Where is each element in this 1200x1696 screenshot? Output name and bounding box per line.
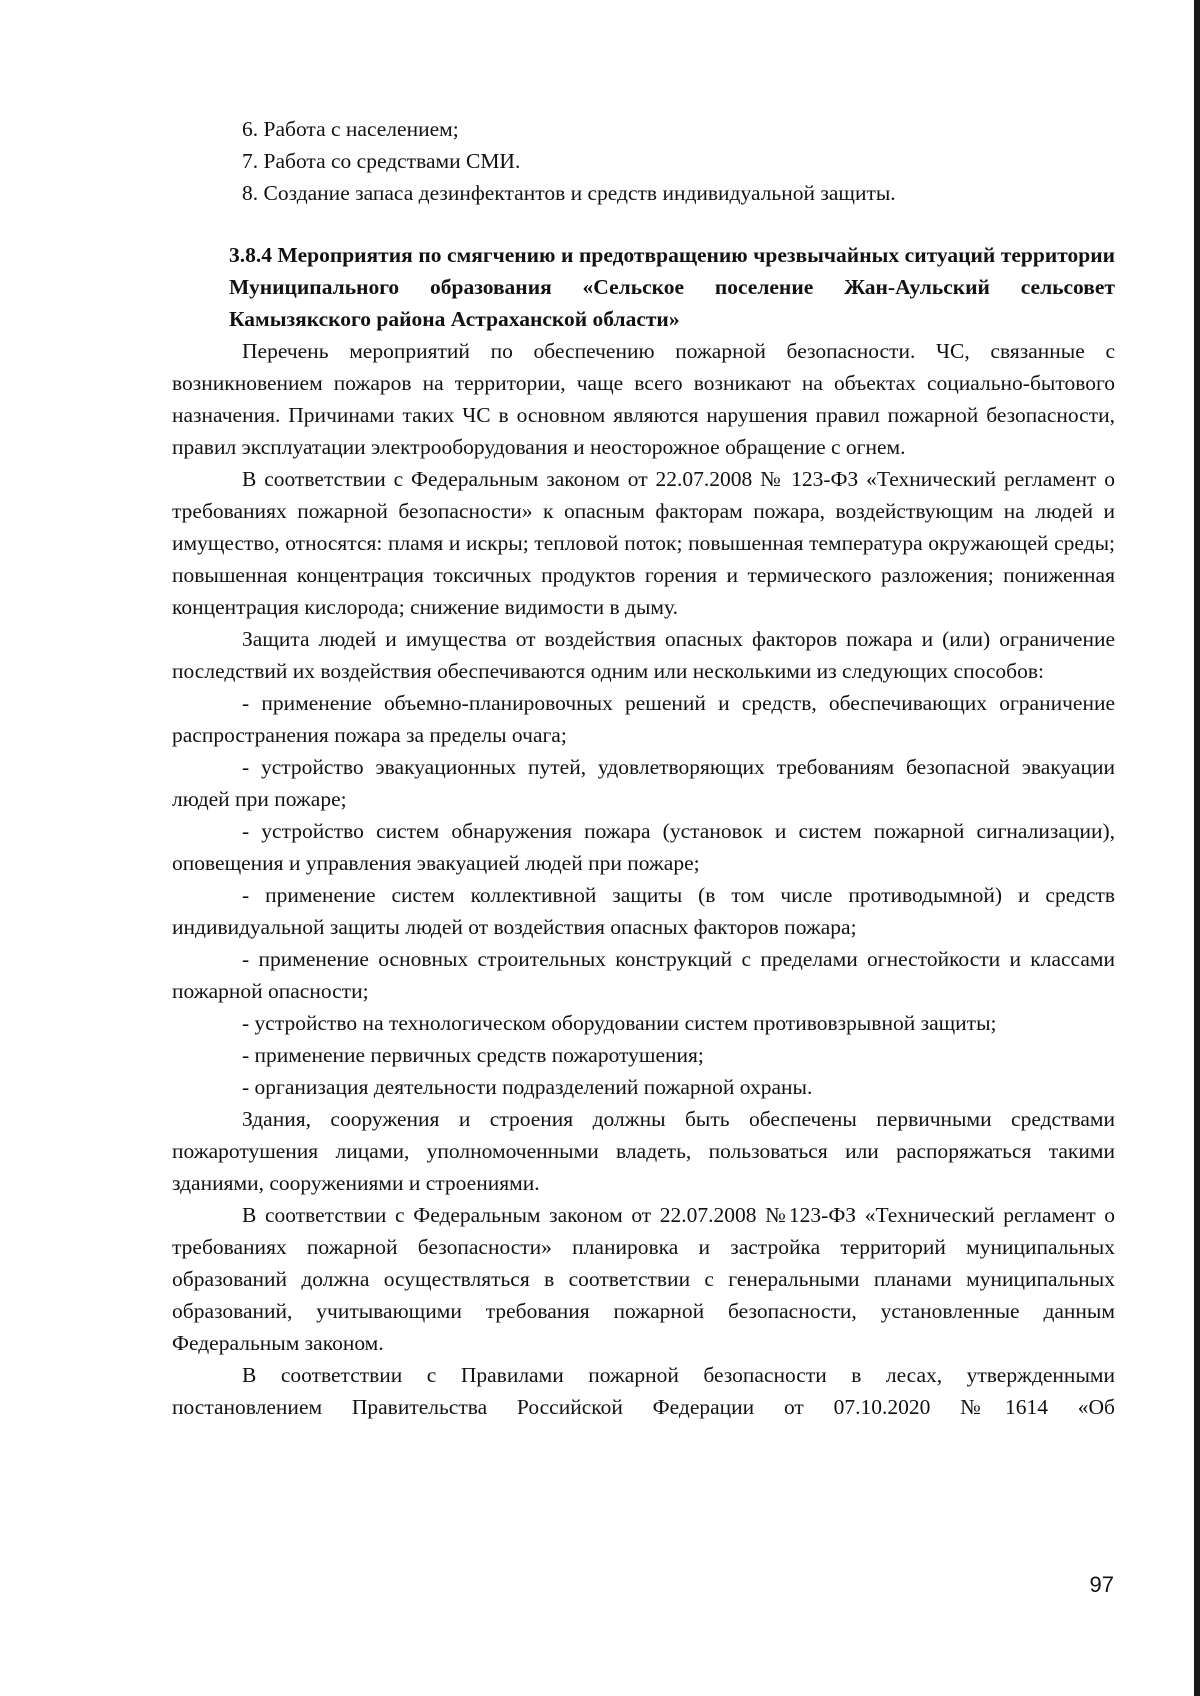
list-item: 7. Работа со средствами СМИ. [242, 149, 521, 173]
page-content [172, 113, 1115, 1423]
page-edge [1194, 0, 1200, 1696]
paragraph: В соответствии с Федеральным законом от 22.07.2008 № 123-ФЗ «Технический регламент о требованиях пожарной безопасности» к опасным факторам пожара, воздействующим на людей и имущество, относятся: пламя и искры; тепловой поток; повышенная температура окружающей среды; повышенная концентрация токсичных продуктов горения и термического разложения; пониженная концентрация кислорода; снижение видимости в дыму. [172, 467, 1115, 619]
paragraph: Здания, сооружения и строения должны быть обеспечены первичными средствами пожаротушения лицами, уполномоченными владеть, пользоваться или распоряжаться такими зданиями, сооружениями и строениями. [172, 1107, 1115, 1195]
numbered-list [172, 113, 1115, 209]
bullet-item: - устройство систем обнаружения пожара (установок и систем пожарной сигнализации), оповещения и управления эвакуацией людей при пожаре; [172, 819, 1115, 875]
bullet-item: - организация деятельности подразделений пожарной охраны. [242, 1075, 813, 1099]
paragraph: Защита людей и имущества от воздействия опасных факторов пожара и (или) ограничение последствий их воздействия обеспечиваются одним или несколькими из следующих способов: [172, 627, 1115, 683]
section-heading: 3.8.4 Мероприятия по смягчению и предотвращению чрезвычайных ситуаций территории Муниципального образования «Сельское поселение Жан-Аульский сельсовет Камызякского района Астраханской области» [229, 243, 1115, 331]
bullet-item: - применение первичных средств пожаротушения; [242, 1043, 704, 1067]
paragraph: В соответствии с Правилами пожарной безопасности в лесах, утвержденными постановлением Правительства Российской Федерации от 07.10.2020 №1614 «Об [172, 1363, 1115, 1419]
list-item: 6. Работа с населением; [242, 117, 459, 141]
bullet-item: - применение систем коллективной защиты (в том числе противодымной) и средств индивидуальной защиты людей от воздействия опасных факторов пожара; [172, 883, 1115, 939]
page-number: 97 [1089, 1572, 1114, 1597]
bullet-item: - устройство эвакуационных путей, удовлетворяющих требованиям безопасной эвакуации людей при пожаре; [172, 755, 1115, 811]
bullet-item: - применение основных строительных конструкций с пределами огнестойкости и классами пожарной опасности; [172, 947, 1115, 1003]
paragraph: Перечень мероприятий по обеспечению пожарной безопасности. ЧС, связанные с возникновением пожаров на территории, чаще всего возникают на объектах социально-бытового назначения. Причинами таких ЧС в основном являются нарушения правил пожарной безопасности, правил эксплуатации электрооборудования и неосторожное обращение с огнем. [172, 339, 1115, 459]
paragraph: В соответствии с Федеральным законом от 22.07.2008 №123-ФЗ «Технический регламент о требованиях пожарной безопасности» планировка и застройка территорий муниципальных образований должна осуществляться в соответствии с генеральными планами муниципальных образований, учитывающими требования пожарной безопасности, установленные данным Федеральным законом. [172, 1203, 1115, 1355]
list-item: 8. Создание запаса дезинфектантов и средств индивидуальной защиты. [242, 181, 896, 205]
bullet-item: - устройство на технологическом оборудовании систем противовзрывной защиты; [242, 1011, 997, 1035]
bullet-item: - применение объемно-планировочных решений и средств, обеспечивающих ограничение распространения пожара за пределы очага; [172, 691, 1115, 747]
